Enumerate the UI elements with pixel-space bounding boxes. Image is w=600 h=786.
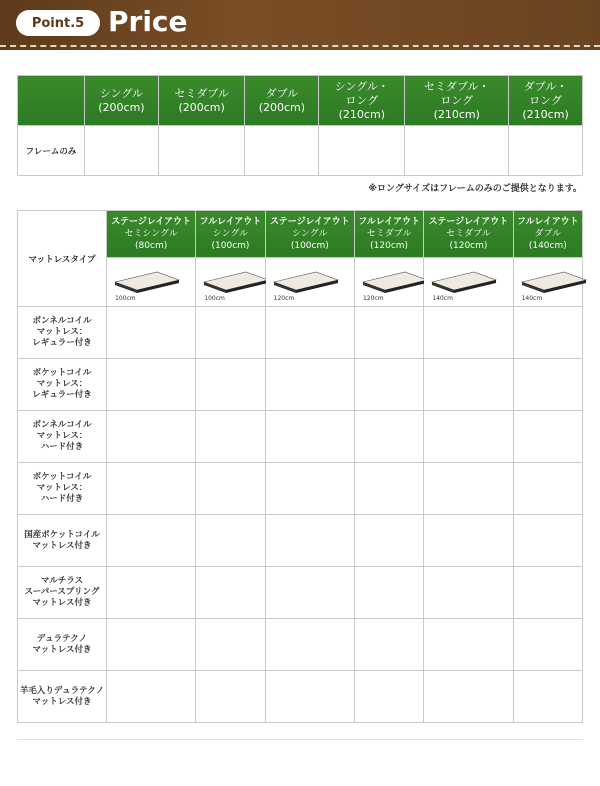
bed-image-cell	[196, 258, 265, 307]
mattress-col-header	[196, 211, 265, 258]
header-divider	[0, 45, 600, 47]
frame-col-name: ダブル	[265, 86, 299, 100]
price-cell	[107, 619, 196, 671]
price-cell	[424, 515, 513, 567]
bed-size-label: 120cm	[362, 295, 384, 302]
price-cell	[196, 567, 265, 619]
price-cell	[319, 126, 405, 176]
bed-image-cell	[354, 258, 423, 307]
mattress-row-label: デュラテクノ マットレス付き	[18, 619, 107, 671]
frame-col-header	[245, 76, 319, 126]
price-cell	[196, 619, 265, 671]
mattress-row-label: 国産ポケットコイル マットレス付き	[18, 515, 107, 567]
price-cell	[196, 463, 265, 515]
price-cell	[196, 411, 265, 463]
bed-image-cell	[107, 258, 196, 307]
price-cell	[513, 411, 582, 463]
size-label: ダブル	[534, 229, 562, 239]
layout-label: ステージレイアウト	[269, 217, 350, 227]
mattress-col-header	[424, 211, 513, 258]
point-badge: Point.5	[16, 10, 100, 36]
header-banner	[0, 0, 600, 50]
frame-col-size: (200cm)	[258, 100, 306, 114]
price-cell	[265, 515, 354, 567]
size-label: セミダブル	[446, 229, 491, 239]
price-cell	[265, 411, 354, 463]
price-cell	[424, 411, 513, 463]
width-label: (100cm)	[211, 241, 250, 251]
price-cell	[405, 126, 509, 176]
mattress-row-label: 羊毛入りデュラテクノ マットレス付き	[18, 671, 107, 723]
price-cell	[513, 567, 582, 619]
price-cell	[354, 411, 423, 463]
layout-label: ステージレイアウト	[111, 217, 191, 227]
mattress-col-header	[513, 211, 582, 258]
frame-col-size: (210cm)	[433, 107, 480, 121]
width-label: (80cm)	[135, 241, 168, 251]
price-cell	[424, 671, 513, 723]
price-cell	[513, 515, 582, 567]
price-cell	[265, 307, 354, 359]
price-cell	[107, 359, 196, 411]
price-cell	[354, 671, 423, 723]
price-cell	[354, 619, 423, 671]
frame-col-name: セミダブル	[174, 86, 229, 100]
price-cell	[85, 126, 159, 176]
price-cell	[196, 671, 265, 723]
price-cell	[265, 359, 354, 411]
price-cell	[513, 359, 582, 411]
frame-col-size: (200cm)	[178, 100, 225, 114]
width-label: (120cm)	[370, 241, 409, 251]
price-cell	[265, 619, 354, 671]
bed-illustration	[113, 268, 181, 294]
frame-corner-cell	[18, 76, 85, 126]
price-cell	[354, 567, 423, 619]
price-cell	[107, 515, 196, 567]
size-label: シングル	[292, 229, 328, 239]
mattress-row-label: ボンネルコイル マットレス： レギュラー付き	[18, 307, 107, 359]
price-cell	[107, 567, 196, 619]
bed-image-cell	[424, 258, 513, 307]
bed-illustration	[272, 268, 340, 294]
bed-size-label: 140cm	[432, 295, 453, 302]
size-label: シングル	[212, 229, 249, 239]
mattress-row-label: マルチラス スーパースプリング マットレス付き	[18, 567, 107, 619]
price-cell	[513, 619, 582, 671]
price-cell	[424, 463, 513, 515]
price-cell	[424, 359, 513, 411]
bed-size-label: 100cm	[115, 295, 136, 302]
frame-col-header	[85, 76, 159, 126]
price-cell	[107, 463, 196, 515]
long-size-note: ※ロングサイズはフレームのみのご提供となります。	[368, 184, 582, 194]
frame-col-header	[405, 76, 509, 126]
bed-size-label: 140cm	[521, 295, 543, 302]
frame-col-name: セミダブル・ ロング	[423, 79, 490, 107]
frame-col-name: シングル	[99, 86, 143, 100]
mattress-price-table	[17, 210, 583, 723]
size-label: セミシングル	[124, 229, 178, 239]
price-cell	[509, 126, 583, 176]
page-title: Price	[108, 5, 188, 38]
price-cell	[245, 126, 319, 176]
price-cell	[265, 567, 354, 619]
price-cell	[107, 307, 196, 359]
bed-illustration	[361, 268, 429, 294]
bed-illustration	[520, 268, 588, 294]
bed-size-label: 100cm	[204, 295, 225, 302]
frame-price-table	[17, 75, 583, 176]
price-cell	[354, 515, 423, 567]
price-cell	[513, 307, 582, 359]
price-cell	[265, 463, 354, 515]
mattress-row-label: ボンネルコイル マットレス： ハード付き	[18, 411, 107, 463]
price-cell	[424, 567, 513, 619]
frame-col-header	[158, 76, 245, 126]
price-cell	[513, 671, 582, 723]
price-cell	[196, 515, 265, 567]
mattress-col-header	[354, 211, 423, 258]
bed-image-cell	[265, 258, 354, 307]
price-cell	[158, 126, 245, 176]
bottom-divider	[17, 739, 583, 740]
frame-col-size: (200cm)	[98, 100, 145, 114]
mattress-row-label: ポケットコイル マットレス： レギュラー付き	[18, 359, 107, 411]
bed-image-cell	[513, 258, 582, 307]
price-cell	[107, 671, 196, 723]
bed-size-label: 120cm	[273, 295, 295, 302]
price-cell	[354, 359, 423, 411]
price-cell	[196, 307, 265, 359]
layout-label: ステージレイアウト	[428, 217, 509, 227]
mattress-type-label: マットレスタイプ	[18, 211, 107, 307]
width-label: (140cm)	[528, 241, 567, 251]
frame-row-label: フレームのみ	[18, 126, 85, 176]
frame-col-size: (210cm)	[522, 107, 569, 121]
price-cell	[424, 619, 513, 671]
mattress-col-header	[107, 211, 196, 258]
price-cell	[265, 671, 354, 723]
bed-illustration	[202, 268, 270, 294]
price-cell	[354, 463, 423, 515]
frame-col-name: ダブル・ ロング	[523, 79, 568, 107]
frame-col-header	[319, 76, 405, 126]
frame-col-size: (210cm)	[338, 107, 385, 121]
layout-label: フルレイアウト	[199, 217, 262, 227]
price-cell	[424, 307, 513, 359]
layout-label: フルレイアウト	[358, 217, 420, 227]
width-label: (100cm)	[290, 241, 329, 251]
size-label: セミダブル	[366, 229, 412, 239]
price-cell	[354, 307, 423, 359]
mattress-row-label: ポケットコイル マットレス： ハード付き	[18, 463, 107, 515]
bed-illustration	[430, 268, 498, 294]
frame-col-header	[509, 76, 583, 126]
frame-col-name: シングル・ ロング	[334, 79, 389, 107]
price-cell	[107, 411, 196, 463]
width-label: (120cm)	[449, 241, 488, 251]
layout-label: フルレイアウト	[516, 217, 579, 227]
mattress-col-header	[265, 211, 354, 258]
price-cell	[196, 359, 265, 411]
price-cell	[513, 463, 582, 515]
